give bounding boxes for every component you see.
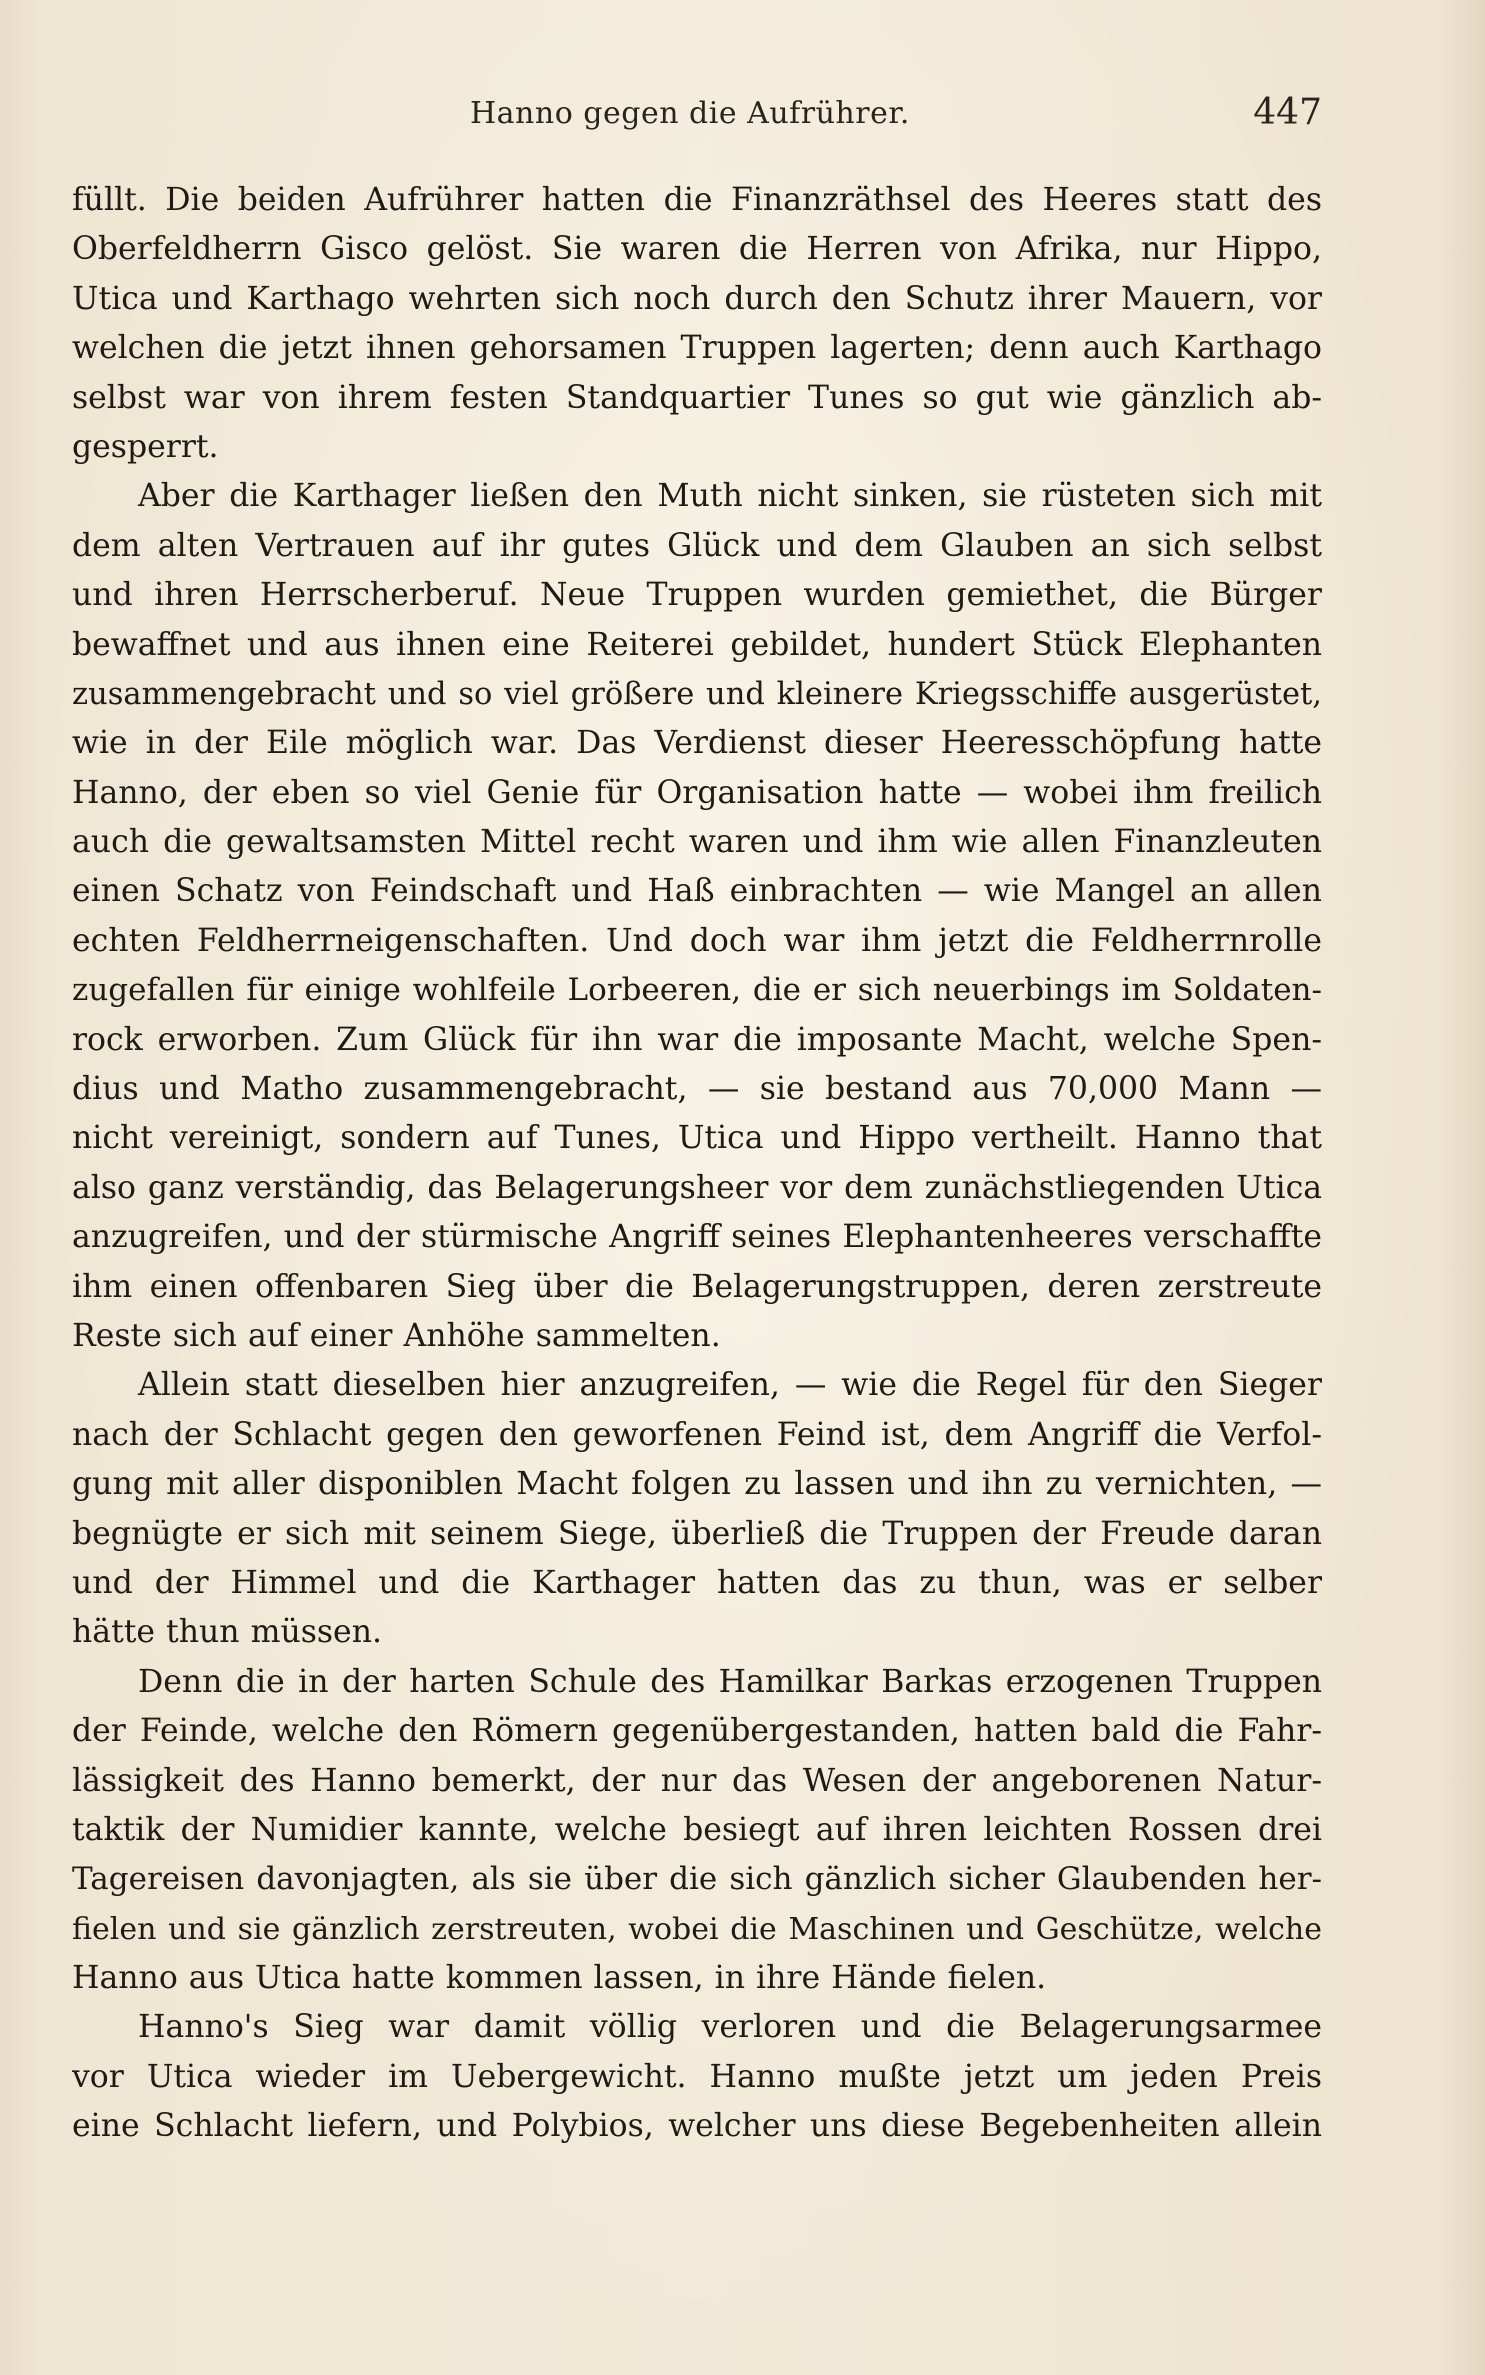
text-line: dius und Matho zusammengebracht, — sie bestand aus 70,000 Mann —: [72, 1071, 1322, 1108]
page-number: 447: [1253, 92, 1322, 133]
running-head: Hanno gegen die Aufrührer.: [470, 96, 910, 131]
body-text: [72, 176, 1322, 2152]
text-line: Hanno's Sieg war damit völlig verloren und die Belagerungsarmee: [138, 2009, 1322, 2046]
text-line: fielen und sie gänzlich zerstreuten, wobei die Maschinen und Geschütze, welche: [72, 1911, 1322, 1947]
text-line: Hanno aus Utica hatte kommen lassen, in ihre Hände fielen.: [72, 1960, 1047, 1997]
text-line: bewaffnet und aus ihnen eine Reiterei gebildet, hundert Stück Elephanten: [72, 626, 1322, 663]
text-line: ihm einen offenbaren Sieg über die Belagerungstruppen, deren zerstreute: [72, 1268, 1322, 1305]
text-line: begnügte er sich mit seinem Siege, überließ die Truppen der Freude daran: [72, 1515, 1322, 1552]
text-line: selbst war von ihrem festen Standquartier Tunes so gut wie gänzlich ab-: [72, 379, 1322, 416]
text-line: der Feinde, welche den Römern gegenübergestanden, hatten bald die Fahr-: [72, 1713, 1322, 1750]
text-line: dem alten Vertrauen auf ihr gutes Glück und dem Glauben an sich selbst: [72, 527, 1322, 564]
text-line: zusammengebracht und so viel größere und kleinere Kriegsschiffe ausgerüstet,: [72, 676, 1322, 712]
text-line: vor Utica wieder im Uebergewicht. Hanno mußte jetzt um jeden Preis: [72, 2058, 1322, 2095]
text-line: anzugreifen, und der stürmische Angriff seines Elephantenheeres verschaffte: [72, 1219, 1322, 1256]
text-line: Oberfeldherrn Gisco gelöst. Sie waren die Herren von Afrika, nur Hippo,: [72, 231, 1322, 268]
text-line: auch die gewaltsamsten Mittel recht waren und ihm wie allen Finanzleuten: [72, 824, 1322, 861]
text-line: einen Schatz von Feindschaft und Haß einbrachten — wie Mangel an allen: [72, 873, 1322, 910]
text-line: Reste sich auf einer Anhöhe sammelten.: [72, 1317, 721, 1354]
text-line: und der Himmel und die Karthager hatten das zu thun, was er selber: [72, 1564, 1322, 1601]
text-line: rock erworben. Zum Glück für ihn war die imposante Macht, welche Spen-: [72, 1021, 1322, 1058]
text-line: eine Schlacht liefern, und Polybios, welcher uns diese Begebenheiten allein: [72, 2108, 1322, 2145]
text-line: Hanno, der eben so viel Genie für Organisation hatte — wobei ihm freilich: [72, 774, 1322, 811]
text-line: lässigkeit des Hanno bemerkt, der nur das Wesen der angeborenen Natur-: [72, 1762, 1322, 1799]
text-line: Utica und Karthago wehrten sich noch durch den Schutz ihrer Mauern, vor: [72, 280, 1322, 317]
text-line: zugefallen für einige wohlfeile Lorbeeren, die er sich neuerbings im Soldaten-: [72, 972, 1322, 1009]
text-line: hätte thun müssen.: [72, 1614, 383, 1651]
text-line: taktik der Numidier kannte, welche besiegt auf ihren leichten Rossen drei: [72, 1811, 1322, 1848]
text-line: gesperrt.: [72, 428, 219, 465]
text-line: füllt. Die beiden Aufrührer hatten die Finanzräthsel des Heeres statt des: [72, 182, 1322, 218]
text-line: Tagereisen davonjagten, als sie über die sich gänzlich sicher Glaubenden her-: [72, 1861, 1322, 1898]
text-line: echten Feldherrneigenschaften. Und doch war ihm jetzt die Feldherrnrolle: [72, 922, 1322, 959]
text-line: Aber die Karthager ließen den Muth nicht sinken, sie rüsteten sich mit: [138, 478, 1322, 515]
text-line: Allein statt dieselben hier anzugreifen, — wie die Regel für den Sieger: [138, 1367, 1322, 1404]
text-line: wie in der Eile möglich war. Das Verdienst dieser Heeresschöpfung hatte: [72, 725, 1322, 762]
text-line: und ihren Herrscherberuf. Neue Truppen wurden gemiethet, die Bürger: [72, 577, 1322, 614]
text-line: welchen die jetzt ihnen gehorsamen Truppen lagerten; denn auch Karthago: [72, 330, 1322, 367]
text-line: nach der Schlacht gegen den geworfenen Feind ist, dem Angriff die Verfol-: [72, 1416, 1322, 1453]
page-header: [72, 90, 1322, 144]
text-line: gung mit aller disponiblen Macht folgen zu lassen und ihn zu vernichten, —: [72, 1466, 1322, 1503]
text-line: Denn die in der harten Schule des Hamilkar Barkas erzogenen Truppen: [138, 1663, 1322, 1700]
text-line: also ganz verständig, das Belagerungsheer vor dem zunächstliegenden Utica: [72, 1169, 1322, 1206]
text-line: nicht vereinigt, sondern auf Tunes, Utica und Hippo vertheilt. Hanno that: [72, 1120, 1322, 1157]
